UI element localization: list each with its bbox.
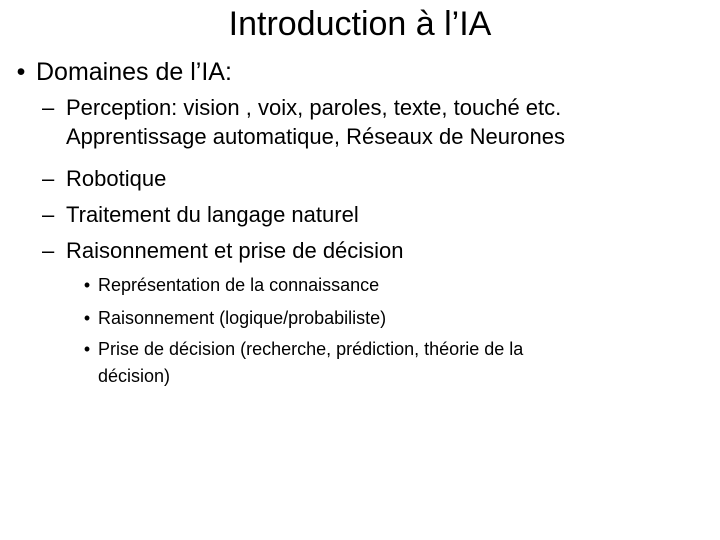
bullet-dot-icon: • <box>83 275 91 295</box>
subitem-text-continued: Apprentissage automatique, Réseaux de Neurones <box>66 124 565 149</box>
subsubitem-logique <box>76 305 386 332</box>
subitem-robotique <box>42 164 166 193</box>
bullet-dot-icon: • <box>16 58 26 86</box>
dash-icon: – <box>42 166 55 191</box>
subsubitem-representation <box>76 272 379 299</box>
dash-icon: – <box>42 95 55 120</box>
subitem-text: Traitement du langage naturel <box>66 202 359 227</box>
subitem-text: Perception: vision , voix, paroles, texte, touché etc. <box>66 95 562 120</box>
subsubitem-decision <box>76 336 523 390</box>
subitem-text: Raisonnement et prise de décision <box>66 238 404 263</box>
dash-icon: – <box>42 202 55 227</box>
dash-icon: – <box>42 238 55 263</box>
bullet-domaines <box>6 54 232 90</box>
subitem-perception <box>42 93 565 151</box>
subitem-text: Robotique <box>66 166 167 191</box>
subitem-langage <box>42 200 359 229</box>
subsubitem-text: Raisonnement (logique/probabiliste) <box>98 308 387 328</box>
subsubitem-text-continued: décision) <box>98 366 171 386</box>
bullet-dot-icon: • <box>83 339 91 359</box>
bullet-dot-icon: • <box>83 308 91 328</box>
subsubitem-text: Représentation de la connaissance <box>98 275 380 295</box>
bullet-text: Domaines de l’IA: <box>36 58 232 86</box>
subsubitem-text: Prise de décision (recherche, prédiction, théorie de la <box>98 339 524 359</box>
subitem-raisonnement <box>42 236 404 265</box>
slide-title: Introduction à l’IA <box>228 5 492 43</box>
